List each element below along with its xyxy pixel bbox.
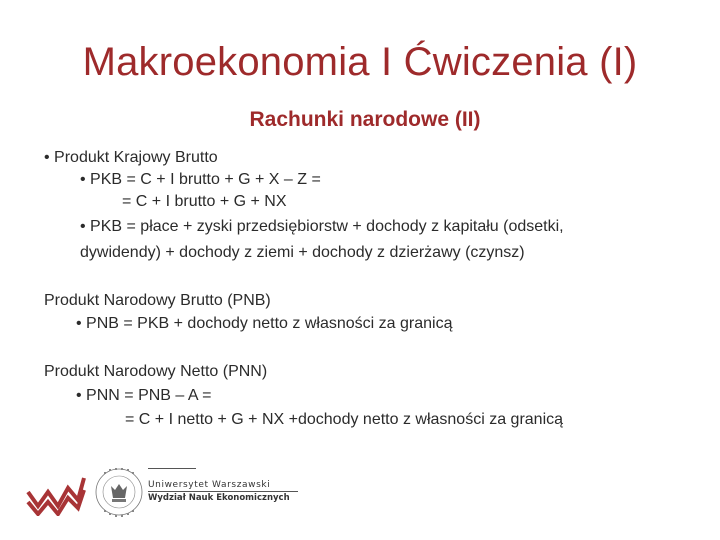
university-name: Uniwersytet Warszawski	[148, 480, 271, 490]
heading-pnb: Produkt Narodowy Brutto (PNB)	[44, 292, 271, 309]
formula-pkb-expenditure: • PKB = C + I brutto + G + X – Z =	[80, 171, 321, 188]
formula-pnb: • PNB = PKB + dochody netto z własności za granicą	[76, 315, 453, 332]
faculty-name: Wydział Nauk Ekonomicznych	[148, 493, 290, 503]
slide-subtitle	[0, 108, 720, 132]
wave-logo-icon	[26, 474, 86, 516]
wordmark-middle-rule	[148, 491, 298, 492]
slide-subtitle-text: Rachunki narodowe (II)	[249, 108, 481, 131]
formula-pnn-expanded: = C + I netto + G + NX +dochody netto z własności za granicą	[125, 411, 564, 428]
heading-pnn: Produkt Narodowy Netto (PNN)	[44, 363, 268, 380]
bullet-pkb-heading: • Produkt Krajowy Brutto	[44, 149, 218, 166]
slide-title: Makroekonomia I Ćwiczenia (I)	[82, 40, 638, 84]
formula-pnn: • PNN = PNB – A =	[76, 387, 212, 404]
formula-pkb-income: • PKB = płace + zyski przedsiębiorstw + dochody z kapitału (odsetki,	[80, 218, 564, 235]
university-seal-icon	[94, 462, 144, 522]
wordmark-top-rule	[148, 468, 196, 469]
footer-logo	[26, 462, 326, 526]
formula-pkb-net-exports: = C + I brutto + G + NX	[122, 193, 287, 210]
formula-pkb-income-continued: dywidendy) + dochody z ziemi + dochody z dzierżawy (czynsz)	[80, 244, 525, 261]
